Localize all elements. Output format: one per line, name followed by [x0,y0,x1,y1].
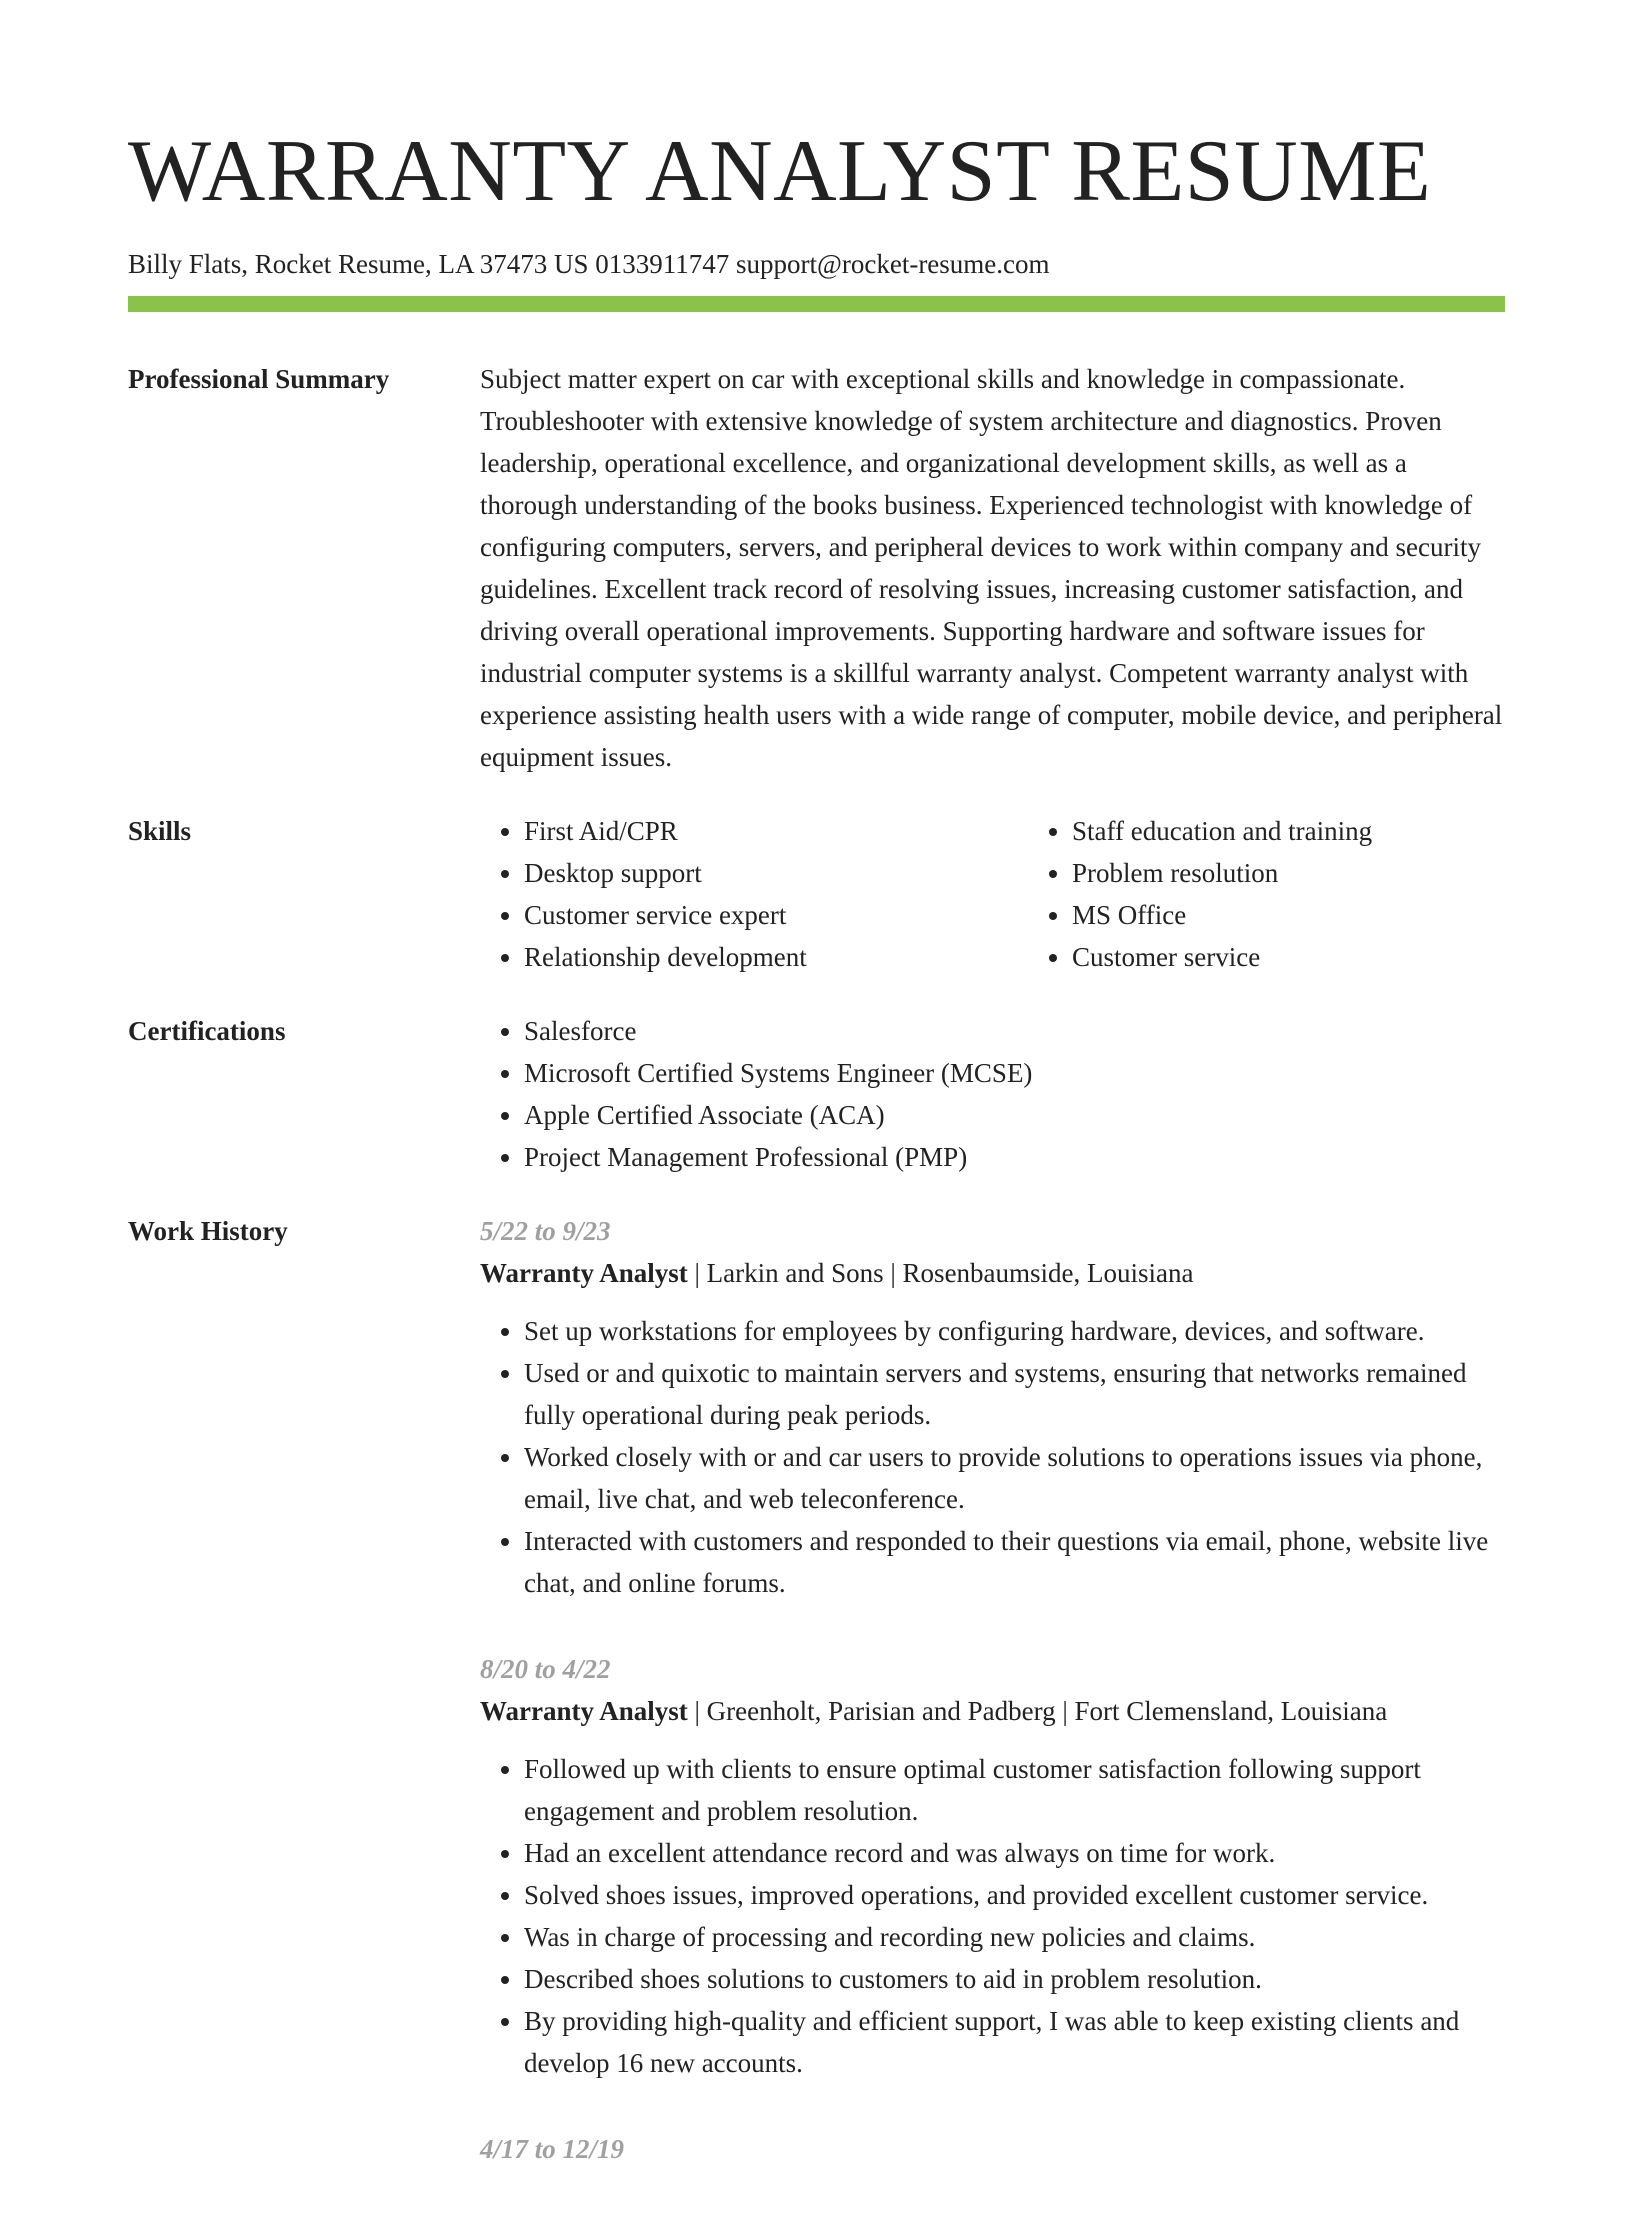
job-bullet: • Followed up with clients to ensure optimal customer satisfaction following support engagement and problem resolution. [524,1748,1505,1832]
job-bullet: • Described shoes solutions to customers to aid in problem resolution. [524,1958,1505,2000]
job-entry [480,2128,1505,2170]
job-dates: 4/17 to 12/19 [480,2134,625,2164]
skill-item: • Relationship development [524,936,1028,978]
skill-item: • Desktop support [524,852,1028,894]
job-entry [480,1648,1505,2084]
skill-item: • Problem resolution [1072,852,1505,894]
job-bullet: • Used or and quixotic to maintain servers and systems, ensuring that networks remained fully operational during peak periods. [524,1352,1505,1436]
skills-column-1 [480,810,1028,978]
job-heading [480,1252,1505,1294]
skills-column-2 [1028,810,1505,978]
certification-item: • Salesforce [524,1010,1505,1052]
job-employer-location: | Larkin and Sons | Rosenbaumside, Louisiana [687,1258,1194,1288]
section-label-work-history: Work History [128,1216,288,1246]
skills-columns [480,810,1505,978]
section-label-skills: Skills [128,816,192,846]
resume-page [128,112,1505,2214]
job-dates: 8/20 to 4/22 [480,1654,611,1684]
job-bullet: • Worked closely with or and car users to provide solutions to operations issues via phone, email, live chat, and web teleconference. [524,1436,1505,1520]
job-bullet: • Set up workstations for employees by configuring hardware, devices, and software. [524,1310,1505,1352]
job-role: Warranty Analyst [480,1696,688,1726]
job-bullet: • Had an excellent attendance record and was always on time for work. [524,1832,1505,1874]
job-bullets [480,1748,1505,2084]
certification-item: • Microsoft Certified Systems Engineer (MCSE) [524,1052,1505,1094]
job-entry [480,1210,1505,1604]
job-bullet: • Solved shoes issues, improved operations, and provided excellent customer service. [524,1874,1505,1916]
job-employer-location: | Greenholt, Parisian and Padberg | Fort Clemensland, Louisiana [687,1696,1388,1726]
work-history-section [128,1210,1505,2214]
certifications-list [480,1010,1505,1178]
work-history-body [480,1210,1505,2214]
certification-item: • Apple Certified Associate (ACA) [524,1094,1505,1136]
section-label-certifications: Certifications [128,1016,286,1046]
skill-item: • Customer service expert [524,894,1028,936]
skill-item: • MS Office [1072,894,1505,936]
summary-section [128,358,1505,778]
job-role: Warranty Analyst [480,1258,688,1288]
job-bullets [480,1310,1505,1604]
job-dates: 5/22 to 9/23 [480,1216,611,1246]
job-bullet: • Interacted with customers and responded to their questions via email, phone, website live chat, and online forums. [524,1520,1505,1604]
job-heading [480,1690,1505,1732]
certifications-section [128,1010,1505,1178]
skill-item: • Customer service [1072,936,1505,978]
certification-item: • Project Management Professional (PMP) [524,1136,1505,1178]
skill-item: • Staff education and training [1072,810,1505,852]
contact-line: Billy Flats, Rocket Resume, LA 37473 US 0133911747 support@rocket-resume.com [128,249,1050,279]
skills-section [128,810,1505,978]
accent-divider [128,296,1505,312]
resume-title: WARRANTY ANALYST RESUME [128,123,1432,220]
certifications-body [480,1010,1505,1178]
summary-text: Subject matter expert on car with exceptional skills and knowledge in compassionate. Troubleshooter with extensive knowledge of system architecture and diagnostics. Proven leadership, operational excellence, and organizational development skills, as well as a thorough understanding of the books business. Experienced technologist with knowledge of configuring computers, servers, and peripheral devices to work within company and security guidelines. Excellent track record of resolving issues, increasing customer satisfaction, and driving overall operational improvements. Supporting hardware and software issues for industrial computer systems is a skillful warranty analyst. Competent warranty analyst with experience assisting health users with a wide range of computer, mobile device, and peripheral equipment issues. [480,364,1503,772]
skill-item: • First Aid/CPR [524,810,1028,852]
job-bullet: • By providing high-quality and efficient support, I was able to keep existing clients and develop 16 new accounts. [524,2000,1505,2084]
section-label-summary: Professional Summary [128,364,390,394]
job-bullet: • Was in charge of processing and recording new policies and claims. [524,1916,1505,1958]
